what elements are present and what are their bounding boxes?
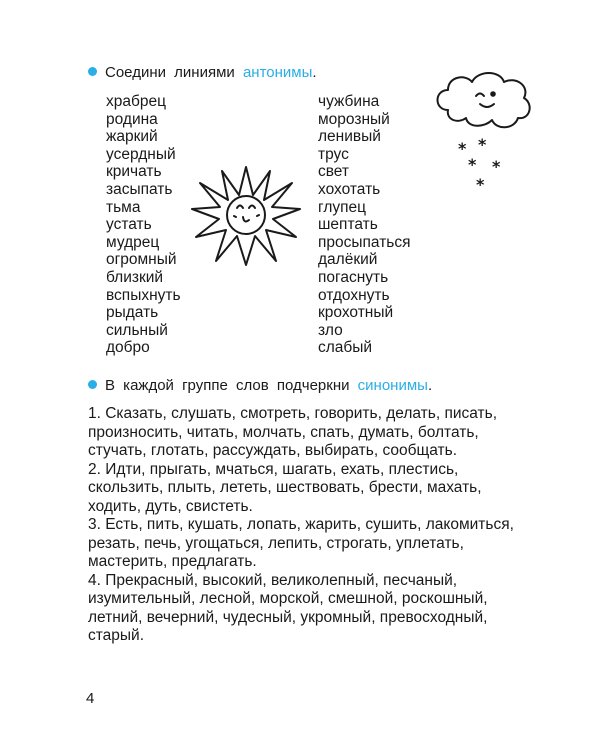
page-number: 4 (86, 690, 95, 707)
svg-text:*: * (476, 175, 485, 193)
left-word: жаркий (106, 128, 158, 146)
right-word: слабый (318, 339, 373, 357)
right-word: погаснуть (318, 268, 389, 286)
right-word: трус (318, 145, 349, 163)
task-1-instruction (88, 64, 317, 81)
bullet-icon (88, 67, 97, 76)
task-2-instruction (88, 377, 432, 394)
right-word: отдохнуть (318, 286, 390, 304)
right-word: ленивый (318, 128, 381, 146)
group-4: 4. Прекрасный, высокий, великолепный, песчаный, изумительный, лесной, морской, смешной, роскошный, летний, вечерний, чудесный, укромный, превосходный, старый. (88, 571, 488, 644)
left-word: рыдать (106, 304, 159, 322)
right-word: морозный (318, 110, 390, 128)
task-2-end: . (427, 377, 433, 394)
left-word: усердный (106, 145, 176, 163)
right-word: крохотный (318, 304, 394, 322)
right-word: зло (318, 321, 343, 339)
left-word: устать (106, 216, 152, 234)
task-2-highlight: синонимы (357, 377, 428, 394)
left-word: храбрец (106, 93, 166, 110)
right-word: далёкий (318, 251, 378, 269)
left-word: засыпать (106, 180, 173, 198)
task-1-end: . (312, 64, 317, 81)
right-word: глупец (318, 198, 366, 216)
left-word: тьма (106, 198, 141, 216)
svg-text:*: * (458, 139, 467, 158)
left-word: кричать (106, 163, 162, 181)
left-word: мудрец (106, 233, 160, 251)
right-word: просыпаться (318, 233, 411, 251)
cloud-snow-icon (430, 68, 540, 193)
right-word: шептать (318, 216, 378, 234)
left-word: вспыхнуть (106, 286, 181, 304)
task-2-text: В каждой группе слов подчеркни (105, 377, 358, 394)
right-word: чужбина (318, 93, 380, 110)
bullet-icon (88, 380, 97, 389)
group-3: 3. Есть, пить, кушать, лопать, жарить, сушить, лакомиться, резать, печь, угощаться, лепить, строгать, уплетать, мастерить, предлагать. (88, 516, 514, 570)
right-word: свет (318, 163, 350, 181)
left-word-column (106, 93, 181, 357)
group-1: 1. Сказать, слушать, смотреть, говорить, делать, писать, произносить, читать, молчать, спать, думать, болтать, стучать, глотать, рассуждать, выбирать, сообщать. (88, 405, 498, 459)
task-1-text: Соедини линиями (105, 64, 243, 81)
sun-icon (188, 163, 304, 267)
synonym-groups (88, 405, 528, 646)
svg-text:*: * (468, 155, 477, 174)
left-word: близкий (106, 268, 164, 286)
right-word-column (318, 93, 411, 357)
left-word: родина (106, 110, 158, 128)
svg-text:*: * (492, 157, 501, 176)
left-word: сильный (106, 321, 168, 339)
group-2: 2. Идти, прыгать, мчаться, шагать, ехать, плестись, скользить, плыть, лететь, шествовать, брести, махать, ходить, дуть, свистеть. (88, 460, 482, 515)
left-word: добро (106, 339, 150, 357)
task-1-highlight: антонимы (242, 64, 313, 81)
left-word: огромный (106, 251, 177, 269)
right-word: хохотать (318, 180, 381, 198)
svg-text:*: * (478, 135, 487, 154)
